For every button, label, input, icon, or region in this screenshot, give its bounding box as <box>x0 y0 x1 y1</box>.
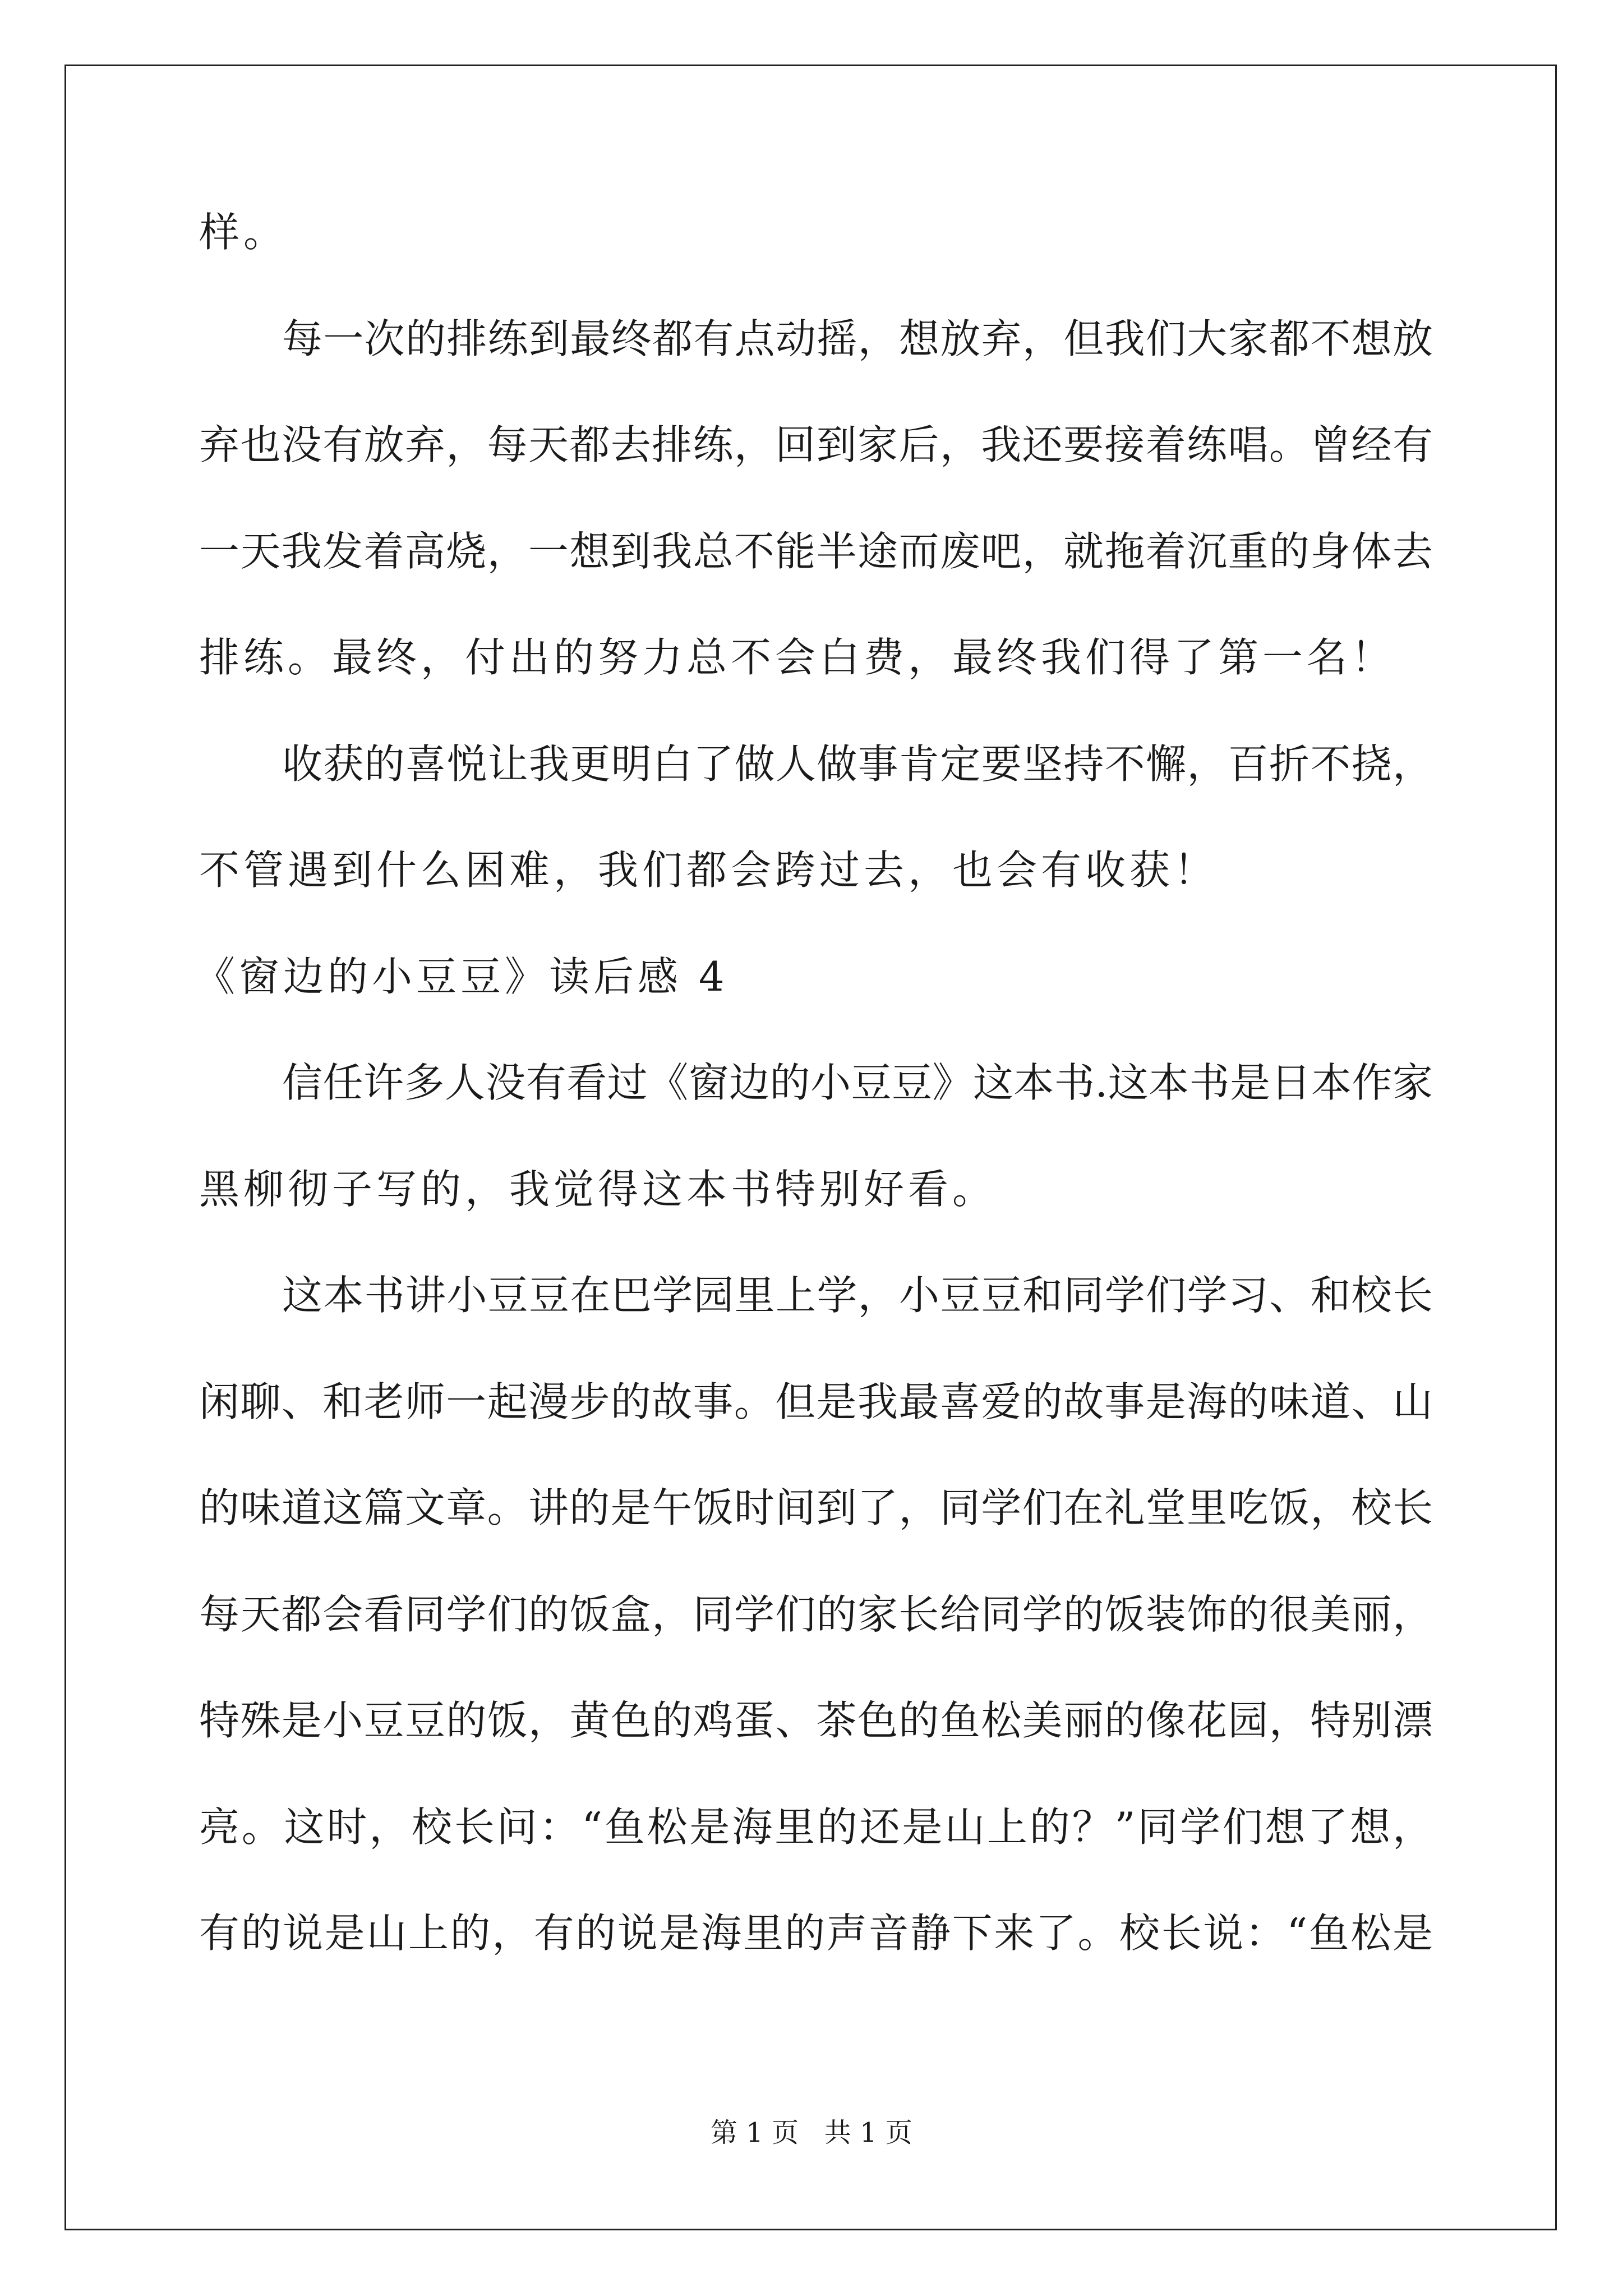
text-line: 闲聊、和老师一起漫步的故事。但是我最喜爱的故事是海的味道、山 <box>199 1378 1433 1425</box>
paragraph-first-line: 每一次的排练到最终都有点动摇，想放弃，但我们大家都不想放 <box>282 315 1433 362</box>
document-body <box>195 209 1433 2019</box>
text-line: 一天我发着高烧，一想到我总不能半途而废吧，就拖着沉重的身体去 <box>199 527 1433 575</box>
text-line: 亮。这时，校长问：“鱼松是海里的还是山上的？”同学们想了想， <box>199 1803 1433 1851</box>
paragraph-first-line: 信任许多人没有看过《窗边的小豆豆》这本书.这本书是日本作家 <box>282 1059 1433 1106</box>
text-line: 弃也没有放弃，每天都去排练，回到家后，我还要接着练唱。曾经有 <box>199 421 1433 468</box>
text-line: 的味道这篇文章。讲的是午饭时间到了，同学们在礼堂里吃饭，校长 <box>199 1484 1433 1531</box>
paragraph-first-line: 收获的喜悦让我更明白了做人做事肯定要坚持不懈，百折不挠， <box>282 740 1433 788</box>
text-line: 每天都会看同学们的饭盒，同学们的家长给同学的饭装饰的很美丽， <box>199 1590 1433 1638</box>
text-line: 不管遇到什么困难，我们都会跨过去，也会有收获！ <box>199 846 1219 894</box>
paragraph-first-line: 这本书讲小豆豆在巴学园里上学，小豆豆和同学们学习、和校长 <box>282 1272 1433 1319</box>
text-line: 特殊是小豆豆的饭，黄色的鸡蛋、茶色的鱼松美丽的像花园，特别漂 <box>199 1697 1433 1744</box>
text-line: 有的说是山上的，有的说是海里的声音静下来了。校长说：“鱼松是 <box>199 1910 1433 1957</box>
section-heading: 《窗边的小豆豆》读后感 4 <box>195 953 728 1000</box>
text-line: 黑柳彻子写的，我觉得这本书特别好看。 <box>199 1165 997 1213</box>
page-number-footer: 第 1 页 共 1 页 <box>711 2117 912 2148</box>
text-line: 样。 <box>199 209 288 256</box>
text-line: 排练。最终，付出的努力总不会白费，最终我们得了第一名！ <box>199 634 1396 681</box>
